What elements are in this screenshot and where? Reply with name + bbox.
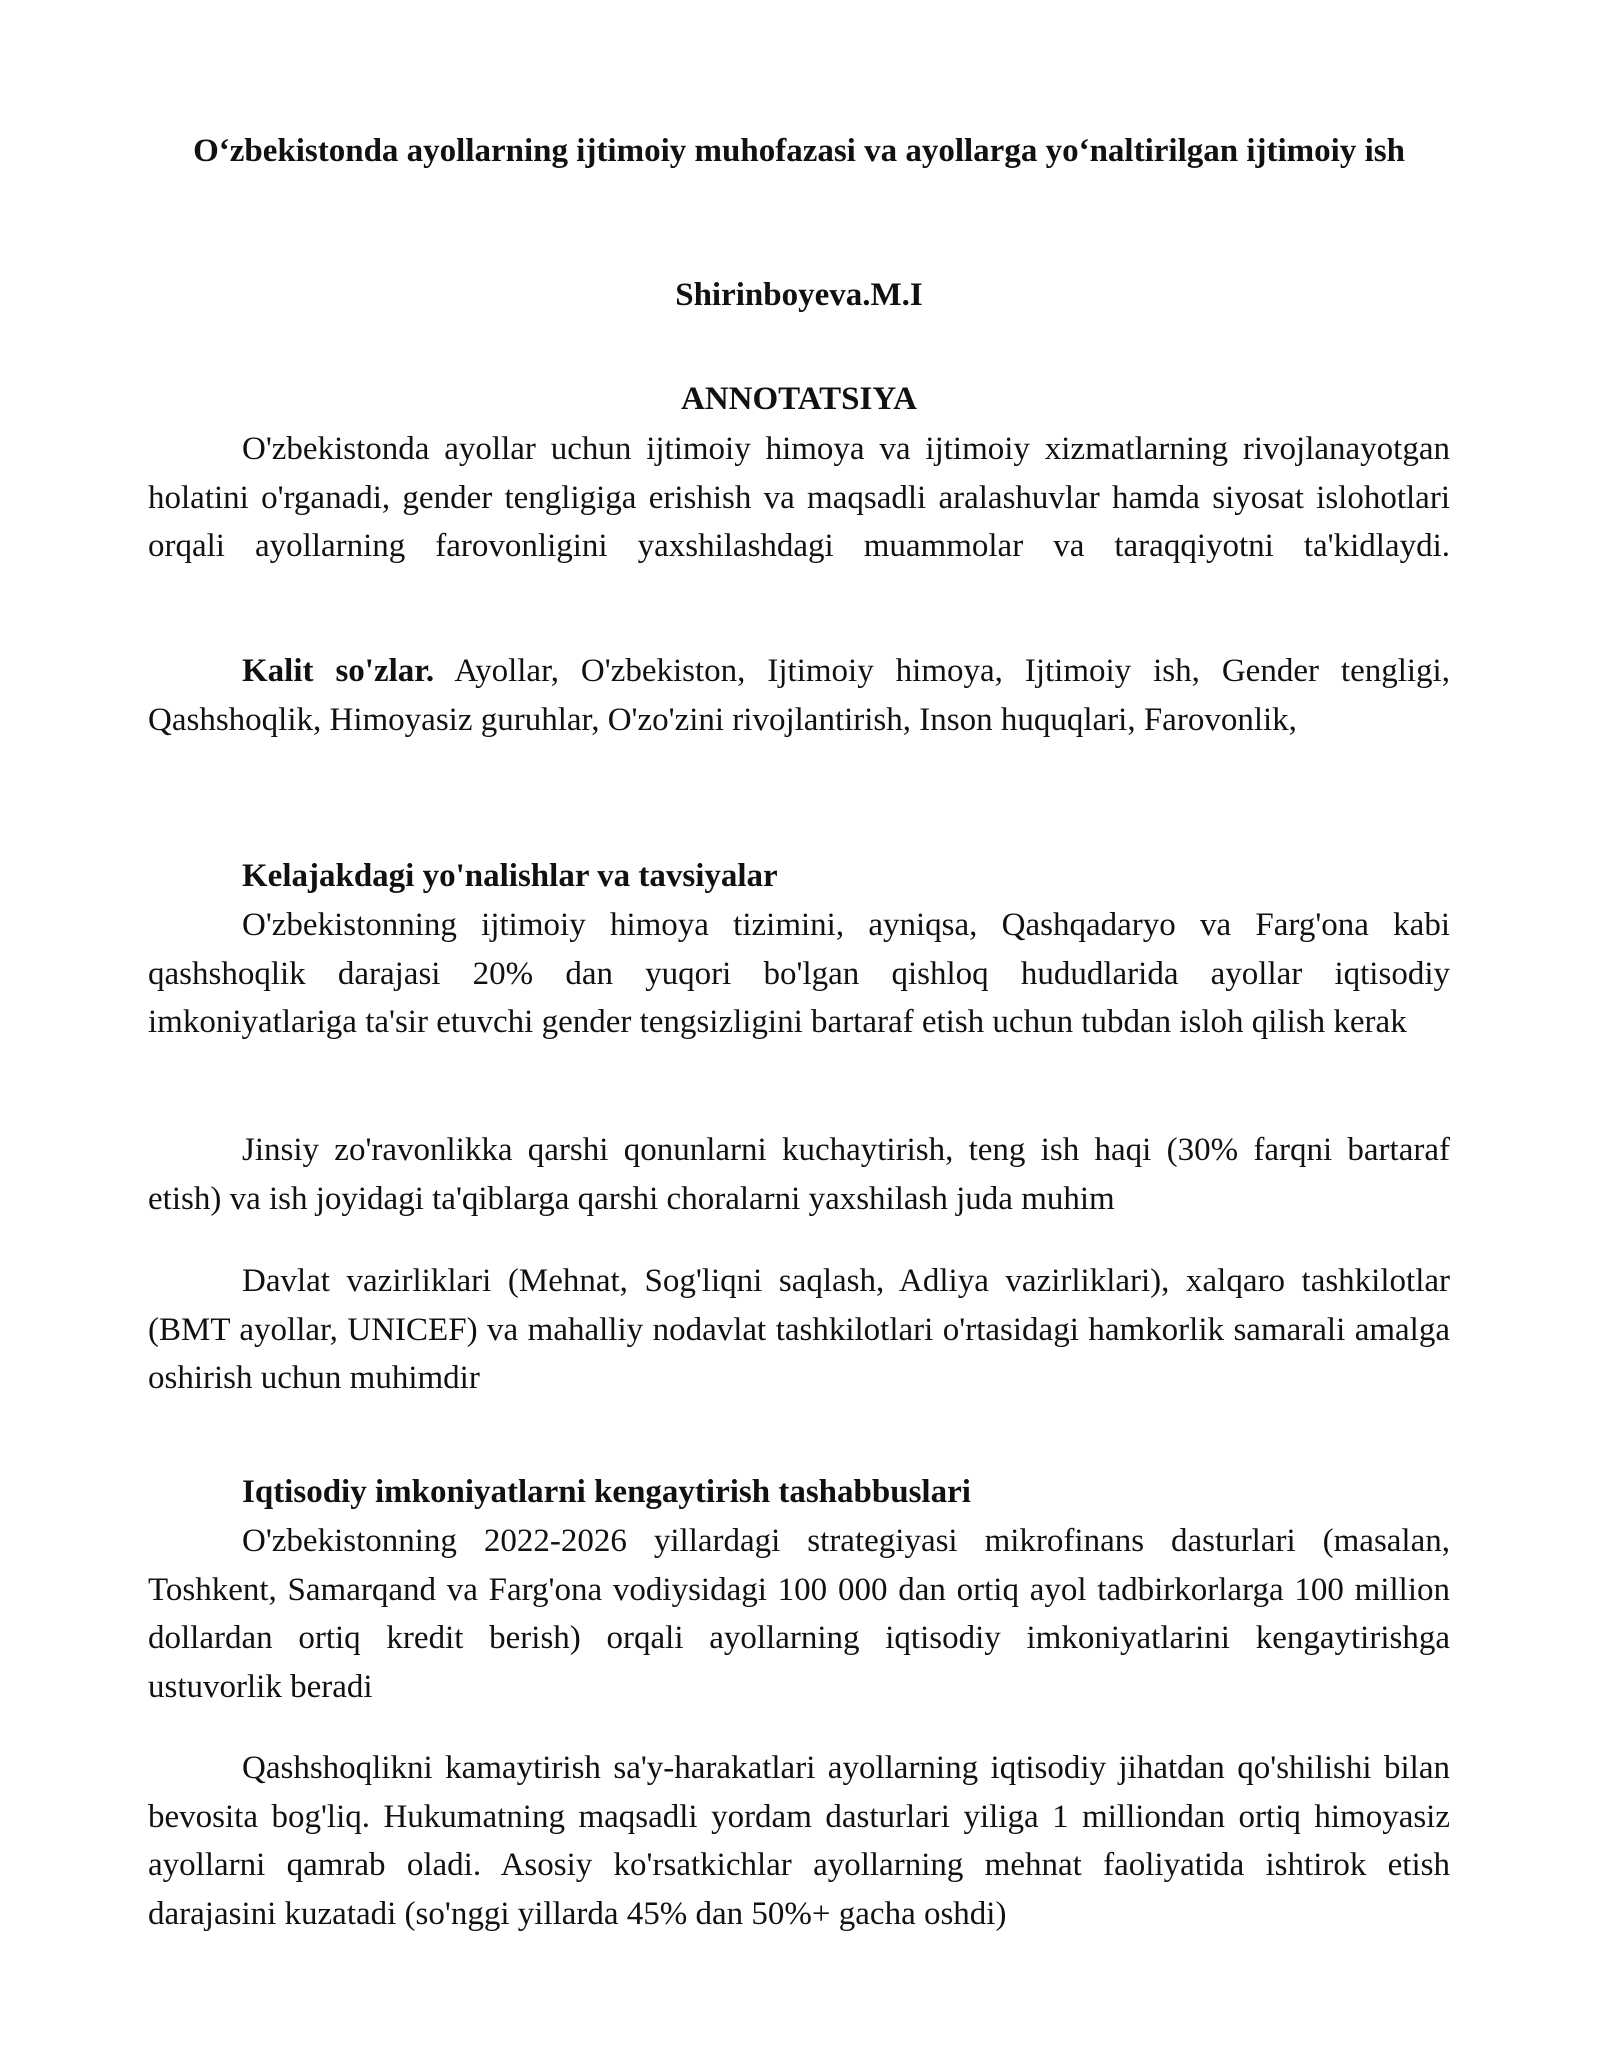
keywords-label: Kalit so'zlar. bbox=[242, 653, 435, 689]
section-paragraph: Davlat vazirliklari (Mehnat, Sog'liqni saqlash, Adliya vazirliklari), xalqaro tashkilotlar (BMT ayollar, UNICEF) va mahalliy nodavlat tashkilotlari o'rtasidagi hamkorlik samarali amalga oshirish uchun muhimdir bbox=[148, 1263, 1450, 1396]
document-page bbox=[148, 0, 1450, 2070]
section-heading: Iqtisodiy imkoniyatlarni kengaytirish tashabbuslari bbox=[242, 1474, 971, 1510]
section-heading: Kelajakdagi yo'nalishlar va tavsiyalar bbox=[242, 858, 778, 894]
section-paragraph: O'zbekistonning 2022-2026 yillardagi strategiyasi mikrofinans dasturlari (masalan, Toshkent, Samarqand va Farg'ona vodiysidagi 100 000 dan ortiq ayol tadbirkorlarga 100 million dollardan ortiq kredit berish) orqali ayollarning iqtisodiy imkoniyatlarini kengaytirishga ustuvorlik beradi bbox=[148, 1523, 1450, 1705]
keywords-text: Ayollar, O'zbekiston, Ijtimoiy himoya, Ijtimoiy ish, Gender tengligi, Qashshoqlik, Himoyasiz guruhlar, O'zo'zini rivojlantirish, Inson huquqlari, Farovonlik, bbox=[148, 653, 1450, 738]
section-paragraph: Qashshoqlikni kamaytirish sa'y-harakatlari ayollarning iqtisodiy jihatdan qo'shilishi bilan bevosita bog'liq. Hukumatning maqsadli yordam dasturlari yiliga 1 milliondan ortiq himoyasiz ayollarni qamrab oladi. Asosiy ko'rsatkichlar ayollarning mehnat faoliyatida ishtirok etish darajasini kuzatadi (so'nggi yillarda 45% dan 50%+ gacha oshdi) bbox=[148, 1750, 1450, 1932]
author-name: Shirinboyeva.M.I bbox=[675, 277, 923, 313]
section-paragraph: Jinsiy zo'ravonlikka qarshi qonunlarni kuchaytirish, teng ish haqi (30% farqni bartaraf etish) va ish joyidagi ta'qiblarga qarshi choralarni yaxshilash juda muhim bbox=[148, 1132, 1450, 1217]
section-paragraph: O'zbekistonning ijtimoiy himoya tizimini, ayniqsa, Qashqadaryo va Farg'ona kabi qashshoqlik darajasi 20% dan yuqori bo'lgan qishloq hududlarida ayollar iqtisodiy imkoniyatlariga ta'sir etuvchi gender tengsizligini bartaraf etish uchun tubdan isloh qilish kerak bbox=[148, 907, 1450, 1040]
keywords-paragraph bbox=[148, 647, 1450, 744]
abstract-paragraph: O'zbekistonda ayollar uchun ijtimoiy himoya va ijtimoiy xizmatlarning rivojlanayotgan holatini o'rganadi, gender tengligiga erishish va maqsadli aralashuvlar hamda siyosat islohotlari orqali ayollarning farovonligini yaxshilashdagi muammolar va taraqqiyotni ta'kidlaydi. bbox=[148, 431, 1450, 564]
article-title: O‘zbekistonda ayollarning ijtimoiy muhofazasi va ayollarga yo‘naltirilgan ijtimoiy ish bbox=[193, 133, 1405, 169]
abstract-heading: ANNOTATSIYA bbox=[681, 381, 917, 417]
